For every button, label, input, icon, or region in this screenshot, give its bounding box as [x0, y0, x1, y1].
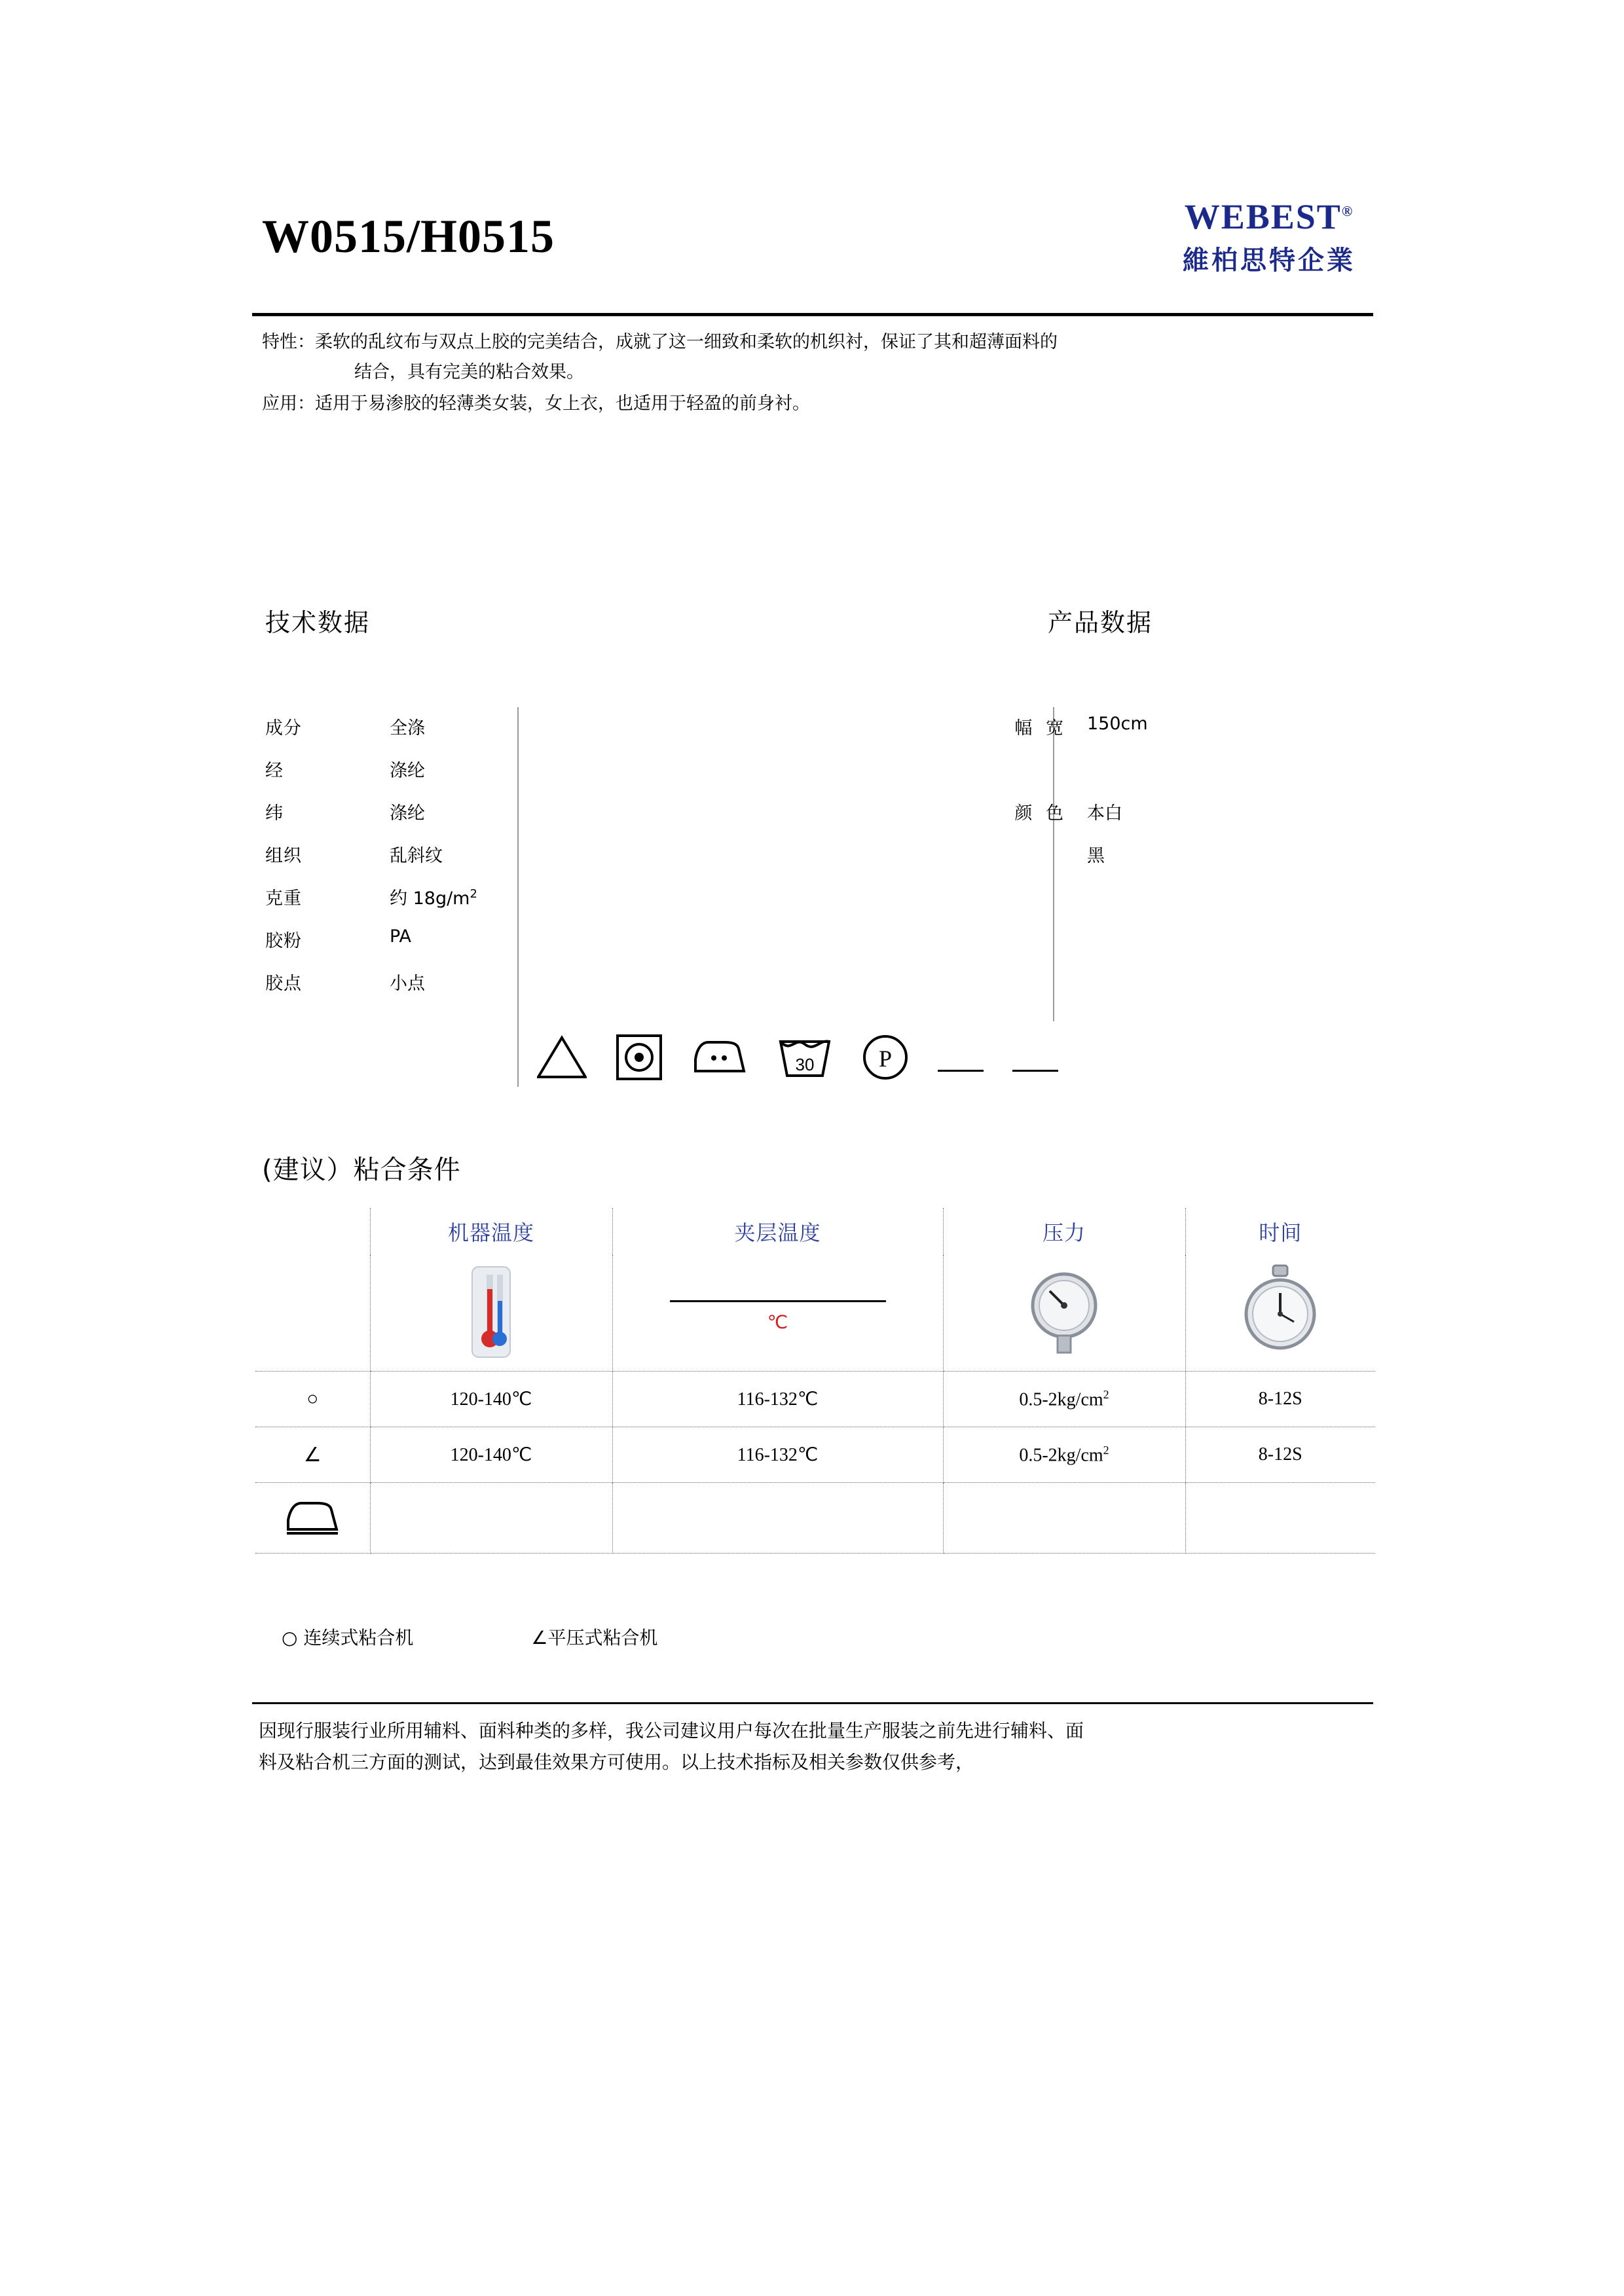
spec-value-superscript: 2 [470, 887, 477, 901]
table-row [265, 714, 783, 756]
tumble-dry-icon [616, 1034, 663, 1081]
footer-line-1: 因现行服装行业所用辅料、面料种类的多样，我公司建议用户每次在批量生产服装之前先进行辅料、面 [259, 1720, 1084, 1741]
spec-value-text: 约 18g/m [390, 888, 470, 909]
spec-value: 黑 [1087, 846, 1105, 866]
page-header [262, 196, 1375, 308]
spec-value: 小点 [390, 974, 425, 994]
pressure-value-superscript: 2 [1103, 1443, 1109, 1457]
time-value: 8-12S [1185, 1427, 1375, 1483]
feature-label: 特性： [262, 332, 315, 352]
spec-key: 纬 [265, 803, 284, 824]
spec-value: 涤纶 [390, 803, 425, 824]
feature-text-line2: 结合，具有完美的粘合效果。 [354, 362, 584, 382]
table-row [265, 841, 783, 884]
table-row [255, 1427, 1375, 1483]
pressure-value-superscript: 2 [1103, 1387, 1109, 1401]
table-icon-row [255, 1255, 1375, 1372]
table-header-row [255, 1208, 1375, 1255]
dryclean-p-icon [862, 1034, 909, 1081]
bleach-triangle-icon [537, 1035, 587, 1080]
pressure-value [943, 1427, 1185, 1483]
spec-value: 涤纶 [390, 761, 425, 781]
spec-value: 本白 [1087, 803, 1122, 824]
application-row [262, 389, 1375, 419]
dash-line-2 [1012, 1070, 1058, 1072]
col-head-time: 时间 [1259, 1220, 1302, 1245]
blank-cell [612, 1483, 943, 1554]
spec-key: 胶粉 [265, 931, 302, 951]
machine-temp-value: 120-140℃ [370, 1427, 612, 1483]
svg-text:30: 30 [795, 1055, 815, 1074]
spec-value: PA [390, 926, 412, 947]
temperature-line-icon [612, 1255, 943, 1372]
row-symbol-iron-icon [255, 1483, 370, 1554]
icon-cell-blank [255, 1255, 370, 1372]
pressure-value-text: 0.5-2kg/cm [1019, 1389, 1103, 1410]
inner-temp-value: 116-132℃ [612, 1427, 943, 1483]
thermometer-icon [370, 1255, 612, 1372]
footer-note [259, 1715, 1372, 1778]
col-head-inner-temp: 夹层温度 [612, 1208, 943, 1255]
table-row [265, 756, 783, 799]
spec-value [390, 884, 783, 909]
pressure-value [943, 1372, 1185, 1427]
blank-cell [370, 1483, 612, 1554]
spec-key: 颜 色 [1014, 803, 1067, 824]
application-text: 适用于易渗胶的轻薄类女装，女上衣，也适用于轻盈的前身衬。 [315, 393, 810, 414]
table-row [255, 1483, 1375, 1554]
spec-key: 成分 [265, 718, 302, 738]
pressure-value-text: 0.5-2kg/cm [1019, 1445, 1103, 1466]
spec-key: 胶点 [265, 974, 302, 994]
inner-temp-value: 116-132℃ [612, 1372, 943, 1427]
spec-key: 克重 [265, 888, 302, 909]
temp-unit-label: ℃ [767, 1311, 788, 1333]
spec-key: 组织 [265, 846, 302, 866]
product-spec-table [953, 714, 1372, 884]
feature-row [262, 327, 1375, 388]
feature-text [315, 327, 1375, 388]
table-row [953, 841, 1372, 884]
table-row [265, 799, 783, 841]
feature-text-line1: 柔软的乱纹布与双点上胶的完美结合，成就了这一细致和柔软的机织衬，保证了其和超薄面料的 [315, 332, 1058, 352]
pressure-gauge-icon [943, 1255, 1185, 1372]
intro-block [262, 327, 1375, 420]
col-head-blank [255, 1208, 370, 1255]
blank-cell [943, 1483, 1185, 1554]
col-head-pressure: 压力 [943, 1208, 1185, 1255]
table-row [265, 884, 783, 926]
bonding-conditions-title: (建议）粘合条件 [262, 1155, 461, 1185]
logo-wordmark: WEBEST [1184, 197, 1342, 236]
logo-chinese-name: 維柏思特企業 [1183, 246, 1356, 276]
spec-value: 全涤 [390, 718, 425, 738]
legend-continuous: ○ 连续式粘合机 [282, 1627, 414, 1649]
footer-line-2: 料及粘合机三方面的测试，达到最佳效果方可使用。以上技术指标及相关参数仅供参考， [259, 1751, 974, 1773]
table-row [953, 756, 1372, 799]
dash-line-1 [938, 1070, 984, 1072]
machine-temp-value: 120-140℃ [370, 1372, 612, 1427]
row-symbol-flatbed: ∠ [255, 1427, 370, 1483]
table-row [953, 714, 1372, 756]
iron-icon [692, 1037, 748, 1078]
tech-data-title: 技术数据 [265, 608, 371, 637]
svg-text:P: P [878, 1046, 893, 1072]
blank-cell [1185, 1483, 1375, 1554]
time-value: 8-12S [1185, 1372, 1375, 1427]
bonding-conditions-table [255, 1208, 1375, 1554]
col-head-machine-temp: 机器温度 [370, 1208, 612, 1255]
registered-trademark-icon: ® [1341, 203, 1354, 219]
header-divider [252, 313, 1373, 316]
legend-flatbed: ∠平压式粘合机 [531, 1627, 658, 1649]
table-row [255, 1372, 1375, 1427]
spec-key: 经 [265, 761, 284, 781]
stopwatch-icon [1185, 1255, 1375, 1372]
temp-underline [670, 1300, 886, 1302]
table-row [265, 969, 783, 1011]
page-title: W0515/H0515 [262, 210, 555, 263]
care-symbols-row [537, 1021, 1061, 1093]
product-data-title: 产品数据 [1048, 608, 1153, 637]
footer-divider [252, 1702, 1373, 1704]
row-symbol-continuous: ○ [255, 1372, 370, 1427]
wash-30-icon [777, 1034, 833, 1081]
table-row [953, 799, 1372, 841]
spec-value: 150cm [1087, 714, 1148, 734]
company-logo [1183, 196, 1356, 277]
tech-spec-table [265, 714, 783, 1011]
table-row [265, 926, 783, 969]
spec-value: 乱斜纹 [390, 846, 443, 866]
bonding-legend [282, 1624, 1198, 1650]
application-label: 应用： [262, 393, 315, 414]
spec-key: 幅 宽 [1014, 718, 1067, 738]
